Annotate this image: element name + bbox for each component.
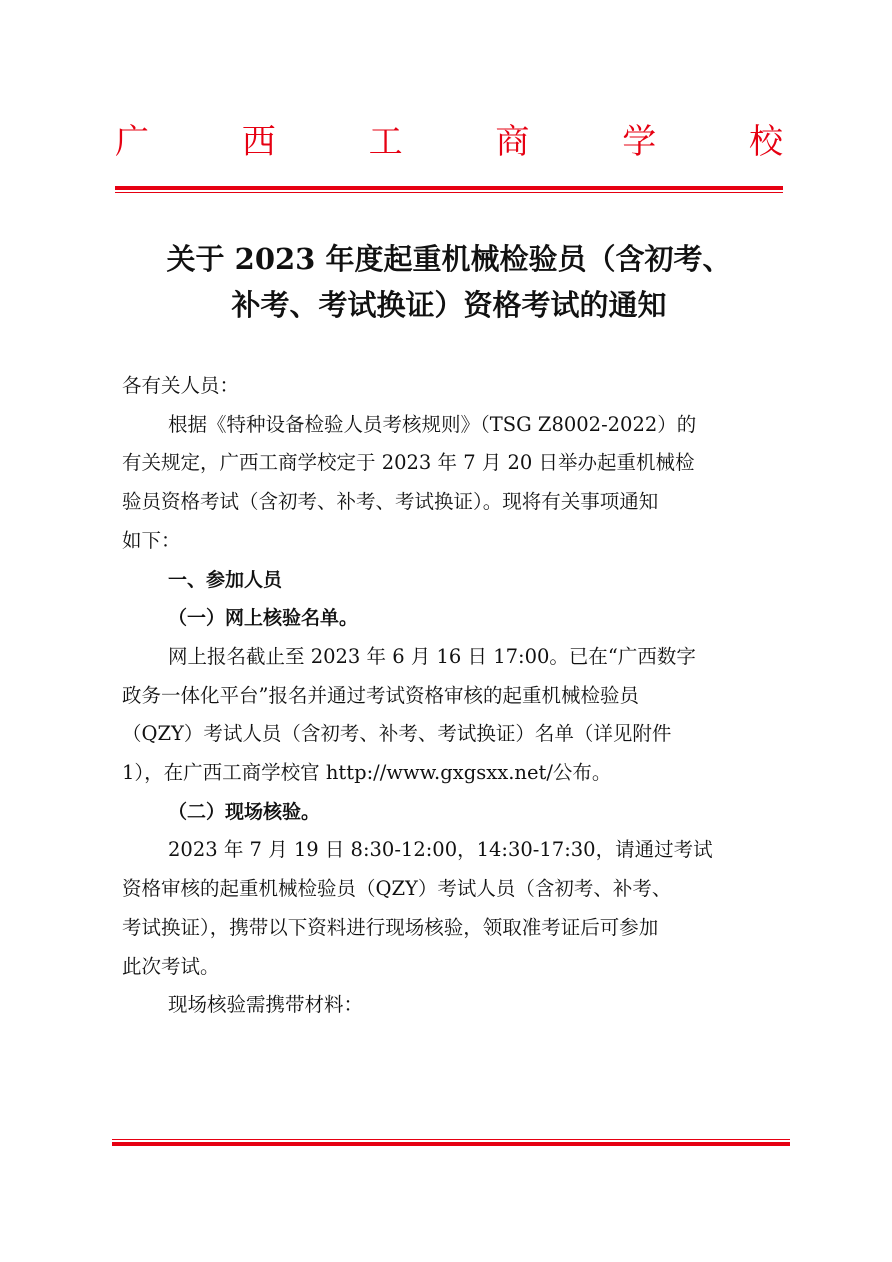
subsection-heading-onsite-verification: （二）现场核验。 xyxy=(168,800,321,823)
header-char: 校 xyxy=(748,122,783,162)
onsite-verification-line: 资格审核的起重机械检验员（QZY）考试人员（含初考、补考、 xyxy=(122,877,672,901)
notice-body xyxy=(122,367,782,1025)
intro-line: 如下： xyxy=(122,528,181,552)
online-verification-line: 网上报名截止至 2023 年 6 月 16 日 17:00。已在“广西数字 xyxy=(168,644,696,668)
header-char: 广 xyxy=(115,122,149,162)
footer-divider xyxy=(112,1139,790,1146)
header-char: 学 xyxy=(622,122,657,162)
onsite-verification-line: 此次考试。 xyxy=(122,954,220,978)
online-verification-line: 政务一体化平台”报名并通过考试资格审核的起重机械检验员 xyxy=(122,683,639,707)
notice-title xyxy=(100,236,798,328)
intro-line: 有关规定，广西工商学校定于 2023 年 7 月 20 日举办起重机械检 xyxy=(122,451,695,475)
intro-line: 验员资格考试（含初考、补考、考试换证）。现将有关事项通知 xyxy=(122,490,659,514)
header-divider xyxy=(115,186,783,193)
onsite-verification-line: 考试换证），携带以下资料进行现场核验，领取准考证后可参加 xyxy=(122,915,659,939)
school-name-header xyxy=(115,116,783,168)
salutation: 各有关人员： xyxy=(122,374,240,397)
header-char: 工 xyxy=(368,122,403,162)
materials-line: 现场核验需携带材料： xyxy=(168,993,364,1017)
online-verification-line: （QZY）考试人员（含初考、补考、考试换证）名单（详见附件 xyxy=(122,722,672,746)
intro-line: 根据《特种设备检验人员考核规则》（TSG Z8002-2022）的 xyxy=(168,412,697,436)
notice-title-line-1: 关于 2023 年度起重机械检验员（含初考、 xyxy=(166,242,732,276)
onsite-verification-line: 2023 年 7 月 19 日 8:30-12:00，14:30-17:30，请通过考试 xyxy=(168,838,713,862)
online-verification-line: 1），在广西工商学校官 http://www.gxgsxx.net/公布。 xyxy=(122,761,612,785)
subsection-heading-online-verification: （一）网上核验名单。 xyxy=(168,607,359,630)
header-char: 西 xyxy=(241,122,276,162)
header-char: 商 xyxy=(495,122,530,162)
notice-title-line-2: 补考、考试换证）资格考试的通知 xyxy=(231,288,667,322)
section-heading-participants: 一、参加人员 xyxy=(168,568,283,591)
